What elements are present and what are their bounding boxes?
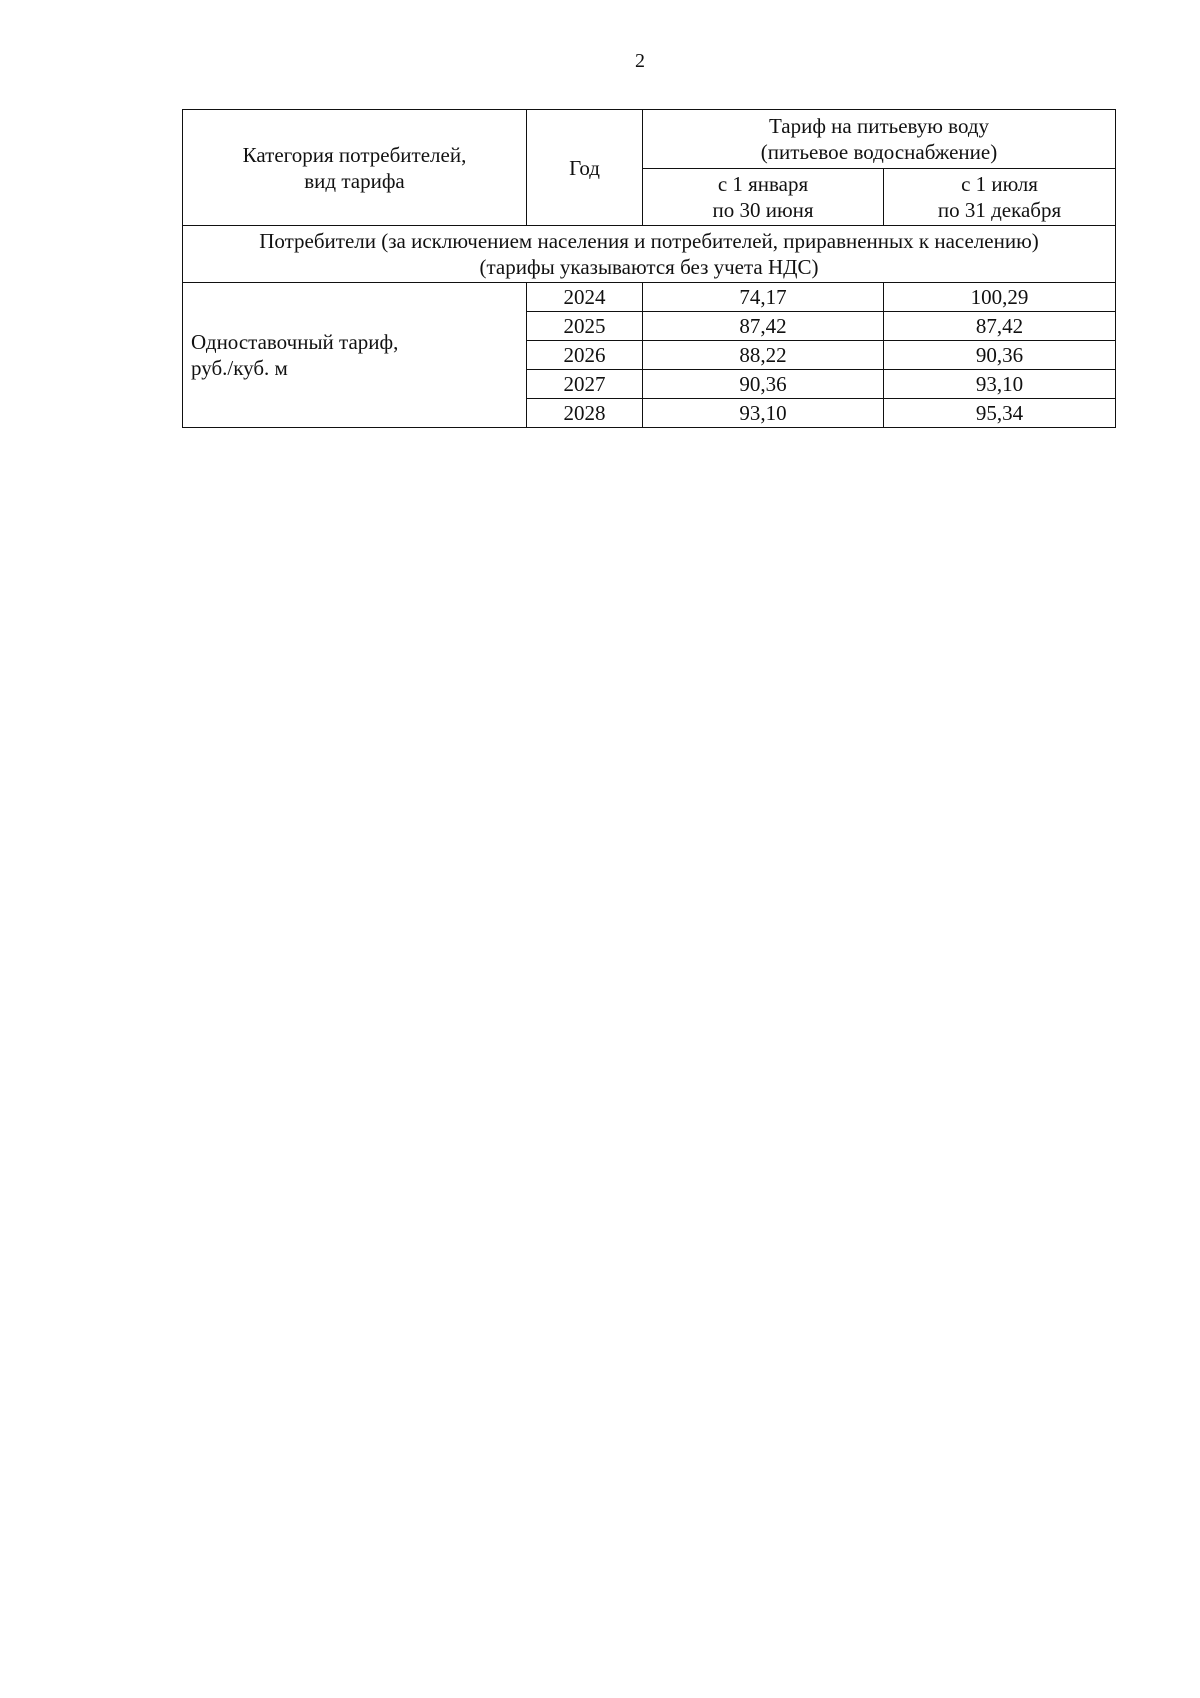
period1-value: 90,36 [643,370,884,399]
year-cell: 2026 [527,341,643,370]
period2-value: 100,29 [884,283,1116,312]
section-heading-cell [183,226,1116,283]
tariff-type-line1: Одноставочный тариф, [191,330,399,354]
header-category-cell [183,110,527,226]
tariff-type-line2: руб./куб. м [191,356,288,380]
period2-value: 90,36 [884,341,1116,370]
tariff-table [182,109,1116,428]
period2-value: 87,42 [884,312,1116,341]
header-year: Год [569,155,600,180]
year-cell: 2027 [527,370,643,399]
header-period2-line1: с 1 июля [961,172,1038,196]
page-number: 2 [635,50,645,72]
header-category-line2: вид тарифа [304,168,405,193]
tariff-type-cell [183,283,527,428]
period2-value: 95,34 [884,399,1116,428]
header-category-line1: Категория потребителей, [242,142,467,167]
year-cell: 2025 [527,312,643,341]
section-heading-line2: (тарифы указываются без учета НДС) [479,255,819,279]
period1-value: 88,22 [643,341,884,370]
table-row [183,283,1116,312]
period1-value: 93,10 [643,399,884,428]
period1-value: 87,42 [643,312,884,341]
header-year-cell [527,110,643,226]
header-period1-line2: по 30 июня [712,198,814,222]
year-cell: 2024 [527,283,643,312]
period1-value: 74,17 [643,283,884,312]
year-cell: 2028 [527,399,643,428]
header-tariff-line1: Тариф на питьевую воду [768,114,990,138]
header-period2-cell [884,169,1116,226]
header-tariff-line2: (питьевое водоснабжение) [760,140,998,164]
period2-value: 93,10 [884,370,1116,399]
section-heading-line1: Потребители (за исключением населения и потребителей, приравненных к населению) [259,229,1039,253]
header-period1-cell [643,169,884,226]
header-period1-line1: с 1 января [717,172,809,196]
header-tariff-cell [643,110,1116,169]
header-period2-line2: по 31 декабря [937,198,1062,222]
